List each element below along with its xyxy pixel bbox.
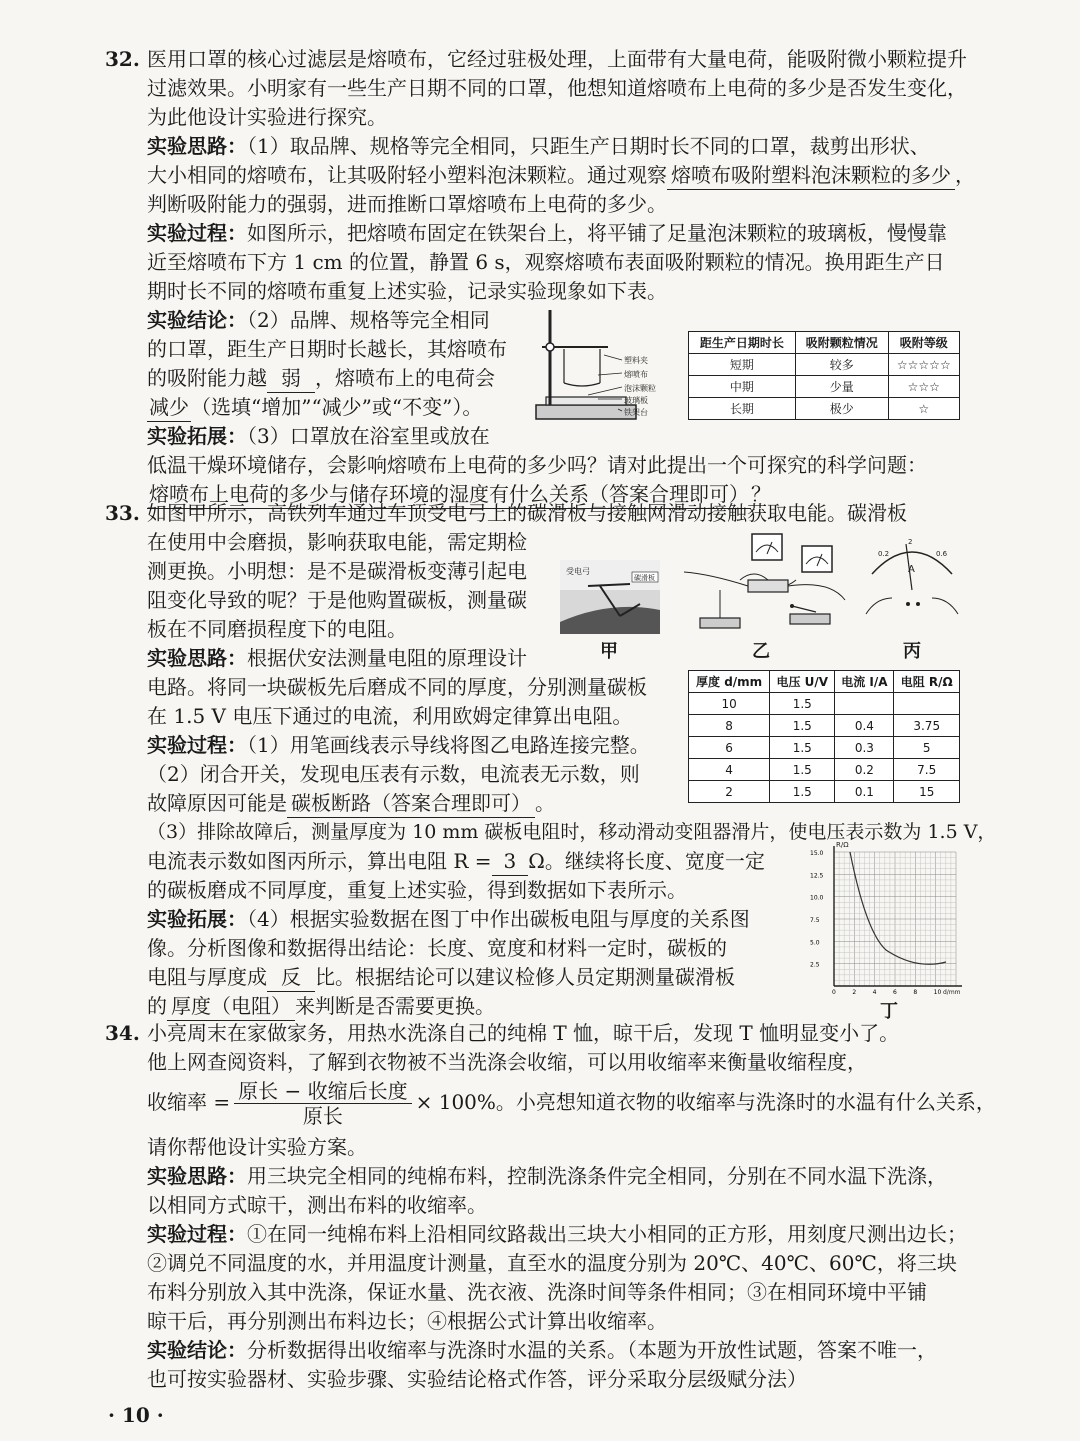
fig-label: 铁架台: [624, 408, 648, 417]
fraction-denominator: 原长: [302, 1104, 343, 1128]
text-span: （4）根据实验数据在图丁中作出碳板电阻与厚度的关系图: [247, 907, 750, 931]
text-span: ？: [751, 482, 771, 506]
text-line: [147, 394, 482, 422]
text-line: （2）闭合开关，发现电压表有示数，电流表无示数，则: [147, 762, 640, 786]
formula-fraction: [234, 1079, 411, 1128]
table-cell: 1.5: [770, 693, 835, 715]
x-tick-label: 6: [893, 989, 897, 996]
text-span: ，: [955, 163, 975, 187]
text-span: （2）品牌、规格等完全相同: [247, 308, 490, 332]
pantograph-photo-figure: [560, 560, 660, 634]
text-line: 期时长不同的熔喷布重复上述实验，记录实验现象如下表。: [147, 279, 667, 303]
x-tick-label: 0: [832, 989, 836, 996]
text-line: 如图甲所示，高铁列车通过车顶受电弓上的碳滑板与接触网滑动接触获取电能。碳滑板: [147, 501, 907, 525]
table-row: [689, 737, 960, 759]
text-line: 为此他设计实验进行探究。: [147, 105, 387, 129]
table-cell: 1.5: [770, 781, 835, 803]
x-tick-label: 10: [933, 989, 942, 996]
text-line: 近至熔喷布下方 1 cm 的位置，静置 6 s，观察熔喷布表面吸附颗粒的情况。换用距生产日: [147, 250, 945, 274]
text-line: 的口罩，距生产日期时长越长，其熔喷布: [147, 337, 507, 361]
table-row: [689, 781, 960, 803]
table-cell: 15: [894, 781, 960, 803]
answer-blank: 碳板断路（答案合理即可）: [287, 790, 535, 818]
text-line: [147, 993, 495, 1021]
text-span: （1）取品牌、规格等完全相同，只距生产日期时长不同的口罩，裁剪出形状、: [247, 134, 930, 158]
table-cell: 中期: [689, 376, 796, 398]
section-label: 实验拓展：: [147, 424, 247, 448]
table-header: 吸附等级: [888, 332, 959, 354]
table-cell: 8: [689, 715, 770, 737]
graph-grid: [834, 852, 956, 986]
circuit-figure: [680, 530, 850, 636]
text-line: [147, 964, 735, 992]
fig-label: 泡沫颗粒: [624, 384, 656, 393]
table-cell: 3.75: [894, 715, 960, 737]
table-cell: 长期: [689, 398, 796, 420]
text-line: 阻变化导致的呢？于是他购置碳板，测量碳: [147, 588, 527, 612]
text-span: 用三块完全相同的纯棉布料，控制洗涤条件完全相同，分别在不同水温下洗涤，: [247, 1164, 947, 1188]
text-line: [147, 307, 490, 334]
text-line: [147, 365, 495, 393]
text-span: 的吸附能力越: [147, 366, 267, 390]
text-span: ①在同一纯棉布料上沿相同纹路裁出三块大小相同的正方形，用刻度尺测出边长；: [247, 1222, 967, 1246]
table-cell: 1.5: [770, 715, 835, 737]
axis-label: R/Ω: [836, 841, 849, 849]
table-cell: 较多: [795, 354, 888, 376]
answer-blank: 熔喷布上电荷的多少与储存环境的湿度有什么关系（答案合理即可）: [147, 481, 751, 509]
section-label: 实验思路：: [147, 134, 247, 158]
section-label: 实验思路：: [147, 1164, 247, 1188]
text-span: 分析数据得出收缩率与洗涤时水温的关系。（本题为开放性试题，答案不唯一，: [247, 1338, 937, 1362]
table-cell: ☆: [888, 398, 959, 420]
text-line: 布料分别放入其中洗涤，保证水量、洗衣液、洗涤时间等条件相同；③在相同环境中平铺: [147, 1280, 927, 1304]
svg-text:0.6: 0.6: [936, 550, 948, 558]
text-line: 他上网查阅资料，了解到衣物被不当洗涤会收缩，可以用收缩率来衡量收缩程度，: [147, 1050, 867, 1074]
table-cell: 7.5: [894, 759, 960, 781]
text-span: 大小相同的熔喷布，让其吸附轻小塑料泡沫颗粒。通过观察: [147, 163, 667, 187]
text-span: 。: [535, 791, 555, 815]
table-header: 吸附颗粒情况: [795, 332, 888, 354]
table-cell: 0.4: [835, 715, 894, 737]
table-cell: 少量: [795, 376, 888, 398]
table-cell: 4: [689, 759, 770, 781]
text-line: 测更换。小明想：是不是碳滑板变薄引起电: [147, 559, 527, 583]
text-span: （选填“增加”“减少”或“不变”）。: [191, 395, 483, 419]
table-cell: 0.2: [835, 759, 894, 781]
fig-label: 熔喷布: [624, 370, 648, 379]
fig-label: 塑料夹: [624, 356, 648, 365]
text-line: [147, 790, 555, 818]
question-number: 33.: [105, 501, 140, 525]
table-header: 距生产日期时长: [689, 332, 796, 354]
formula-rhs: × 100%。小亮想知道衣物的收缩率与洗涤时的水温有什么关系，: [415, 1090, 996, 1114]
table-cell: 2: [689, 781, 770, 803]
figure-caption: 丁: [880, 1001, 898, 1022]
section-label: 实验结论：: [147, 308, 247, 332]
table-header-row: [689, 332, 960, 354]
table-header: 电阻 R/Ω: [894, 671, 960, 693]
text-span: 如图所示，把熔喷布固定在铁架台上，将平铺了足量泡沫颗粒的玻璃板，慢慢靠: [247, 221, 947, 245]
formula-line: [147, 1079, 996, 1128]
text-line: 医用口罩的核心过滤层是熔喷布，它经过驻极处理，上面带有大量电荷，能吸附微小颗粒提升: [147, 47, 967, 71]
figure-caption: 甲: [600, 641, 618, 662]
text-span: （3）口罩放在浴室里或放在: [247, 424, 490, 448]
text-line: [147, 1337, 937, 1364]
text-line: 判断吸附能力的强弱，进而推断口罩熔喷布上电荷的多少。: [147, 192, 667, 216]
iron-stand-figure: [528, 305, 686, 430]
svg-text:0.2: 0.2: [878, 550, 890, 558]
text-line: [147, 423, 490, 450]
table-row: [689, 759, 960, 781]
y-tick-label: 5.0: [810, 939, 820, 947]
question-number: 34.: [105, 1021, 140, 1045]
table-cell: 短期: [689, 354, 796, 376]
text-span: （1）用笔画线表示导线将图乙电路连接完整。: [247, 733, 650, 757]
text-line: 在使用中会磨损，影响获取电能，需定期检: [147, 530, 527, 554]
resistance-thickness-graph: [806, 838, 966, 996]
table-cell: 1.5: [770, 759, 835, 781]
text-span: 电流表示数如图丙所示，算出电阻 R =: [147, 849, 492, 873]
section-label: 实验拓展：: [147, 907, 247, 931]
text-span: 故障原因可能是: [147, 791, 287, 815]
table-header: 电流 I/A: [835, 671, 894, 693]
table-cell: 0.1: [835, 781, 894, 803]
table-header: 厚度 d/mm: [689, 671, 770, 693]
text-line: 的碳板磨成不同厚度，重复上述实验，得到数据如下表所示。: [147, 878, 687, 902]
table-cell: 10: [689, 693, 770, 715]
text-line: 以相同方式晾干，测出布料的收缩率。: [147, 1193, 487, 1217]
fig-label: 受电弓: [566, 567, 590, 576]
text-line: 也可按实验器材、实验步骤、实验结论格式作答，评分采取分层级赋分法）: [147, 1367, 807, 1391]
q32-data-table: [688, 331, 960, 420]
text-line: 请你帮他设计实验方案。: [147, 1135, 367, 1159]
section-label: 实验过程：: [147, 733, 247, 757]
figure-caption: 丙: [903, 641, 921, 662]
q33-data-table: [688, 670, 960, 803]
text-span: 来判断是否需要更换。: [295, 994, 495, 1018]
text-span: 比。根据结论可以建议检修人员定期测量碳滑板: [315, 965, 735, 989]
answer-blank: 熔喷布吸附塑料泡沫颗粒的多少: [667, 162, 955, 190]
text-line: 晾干后，再分别测出布料边长；④根据公式计算出收缩率。: [147, 1309, 667, 1333]
text-line: [147, 848, 765, 876]
table-cell: 1.5: [770, 737, 835, 759]
text-line: 板在不同磨损程度下的电阻。: [147, 617, 407, 641]
table-row: [689, 354, 960, 376]
y-tick-label: 15.0: [810, 850, 824, 857]
text-span: 根据伏安法测量电阻的原理设计: [247, 646, 527, 670]
text-line: （3）排除故障后，测量厚度为 10 mm 碳板电阻时，移动滑动变阻器滑片，使电压表示数为 1.5 V，: [147, 821, 997, 843]
y-tick-label: 12.5: [810, 872, 824, 880]
page-number: · 10 ·: [108, 1403, 164, 1427]
figure-caption: 乙: [752, 641, 770, 662]
table-row: [689, 398, 960, 420]
table-header: 电压 U/V: [770, 671, 835, 693]
text-span: 电阻与厚度成: [147, 965, 267, 989]
y-tick-label: 10.0: [810, 894, 824, 902]
table-header-row: [689, 671, 960, 693]
text-line: [147, 220, 947, 247]
table-cell: [835, 693, 894, 715]
table-cell: 6: [689, 737, 770, 759]
text-line: [147, 645, 527, 672]
x-tick-label: 4: [872, 989, 877, 996]
x-tick-label: 8: [913, 989, 918, 996]
table-cell: ☆☆☆☆☆: [888, 354, 959, 376]
table-cell: [894, 693, 960, 715]
ammeter-dial-figure: [862, 534, 962, 634]
answer-blank: 厚度（电阻）: [167, 993, 295, 1021]
y-tick-label: 7.5: [810, 917, 820, 924]
text-line: 低温干燥环境储存，会影响熔喷布上电荷的多少吗？请对此提出一个可探究的科学问题：: [147, 453, 927, 477]
section-label: 实验过程：: [147, 221, 247, 245]
text-span: 的: [147, 994, 167, 1018]
text-line: [147, 1221, 967, 1248]
section-label: 实验思路：: [147, 646, 247, 670]
text-line: [147, 162, 975, 190]
table-cell: ☆☆☆: [888, 376, 959, 398]
x-tick-label: 2: [852, 989, 857, 996]
answer-blank: 3: [492, 848, 529, 876]
fig-label: 玻璃板: [624, 396, 648, 405]
table-row: [689, 693, 960, 715]
table-cell: 0.3: [835, 737, 894, 759]
text-line: [147, 133, 930, 160]
answer-blank: 弱: [267, 365, 315, 393]
answer-blank: 反: [267, 964, 315, 992]
text-span: Ω。继续将长度、宽度一定: [528, 849, 765, 873]
answer-blank: 减少: [147, 394, 191, 422]
table-row: [689, 715, 960, 737]
fraction-numerator: 原长 − 收缩后长度: [234, 1079, 411, 1104]
section-label: 实验结论：: [147, 1338, 247, 1362]
text-line: [147, 732, 650, 759]
table-row: [689, 376, 960, 398]
text-line: ②调兑不同温度的水，并用温度计测量，直至水的温度分别为 20℃、40℃、60℃，将三块: [147, 1251, 957, 1275]
text-line: [147, 1163, 947, 1190]
section-label: 实验过程：: [147, 1222, 247, 1246]
fig-label: 碳滑板: [634, 574, 655, 582]
table-cell: 5: [894, 737, 960, 759]
axis-label: d/mm: [943, 989, 961, 996]
table-cell: 极少: [795, 398, 888, 420]
text-line: 小亮周末在家做家务，用热水洗涤自己的纯棉 T 恤，晾干后，发现 T 恤明显变小了。: [147, 1021, 900, 1045]
svg-text:A: A: [908, 564, 915, 575]
question-number: 32.: [105, 47, 140, 71]
text-line: 过滤效果。小明家有一些生产日期不同的口罩，他想知道熔喷布上电荷的多少是否发生变化，: [147, 76, 967, 100]
formula-lhs: 收缩率 =: [147, 1090, 231, 1114]
text-line: 在 1.5 V 电压下通过的电流，利用欧姆定律算出电阻。: [147, 704, 633, 728]
text-line: 电路。将同一块碳板先后磨成不同的厚度，分别测量碳板: [147, 675, 647, 699]
text-line: [147, 906, 750, 933]
text-span: ，熔喷布上的电荷会: [315, 366, 495, 390]
y-tick-label: 2.5: [810, 961, 820, 969]
text-line: 像。分析图像和数据得出结论：长度、宽度和材料一定时，碳板的: [147, 936, 727, 960]
svg-text:2: 2: [908, 538, 913, 546]
